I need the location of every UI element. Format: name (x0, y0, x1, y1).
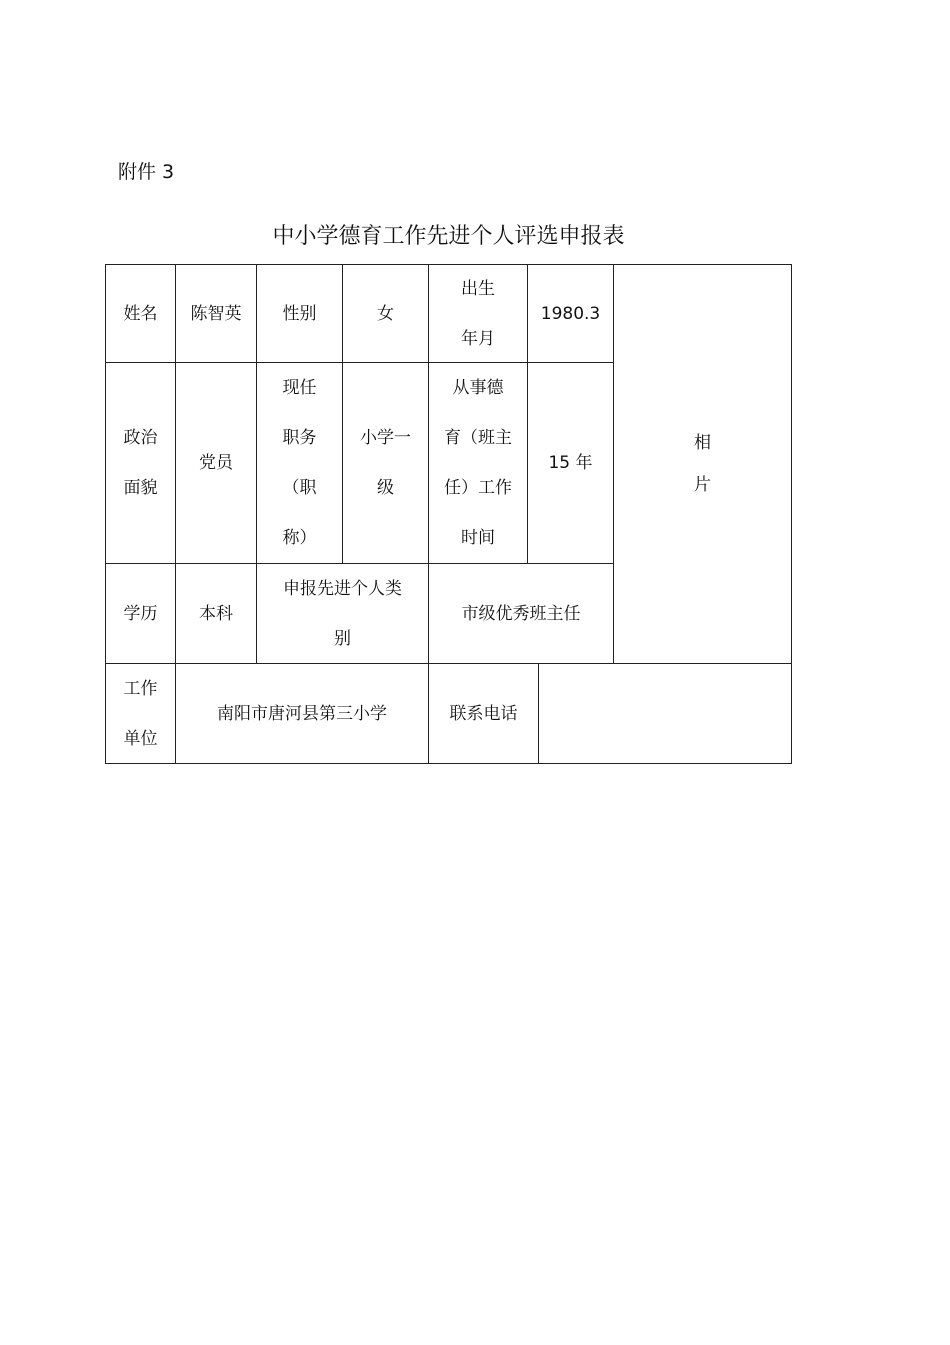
position-label-line1: 现任 (282, 378, 317, 398)
birth-label-line1: 出生 (461, 278, 495, 299)
workplace-label-cell (106, 664, 175, 763)
workplace-value-cell (176, 664, 428, 763)
position-label-line3: （职 (282, 478, 317, 498)
position-label-cell (257, 363, 342, 563)
education-value-cell (176, 564, 256, 663)
position-value-line1: 小学一 (360, 428, 411, 448)
attachment-label: 附件 3 (118, 161, 175, 183)
name-value-cell (176, 265, 256, 362)
phone-value-cell (539, 664, 791, 763)
category-value-cell (429, 564, 613, 663)
phone-label-cell (429, 664, 538, 763)
years-value: 15 年 (548, 453, 593, 473)
photo-label-line2: 片 (694, 475, 711, 495)
years-label-line3: 任）工作 (444, 478, 512, 498)
phone-label: 联系电话 (449, 703, 518, 724)
category-label-line2: 别 (334, 628, 351, 649)
birth-label-cell (429, 265, 527, 362)
position-value-line2: 级 (377, 478, 394, 498)
form-title: 中小学德育工作先进个人评选申报表 (272, 224, 625, 249)
photo-cell (614, 265, 791, 663)
political-label-line2: 面貌 (123, 478, 158, 498)
birth-value-cell (528, 265, 613, 362)
workplace-label-line2: 单位 (123, 728, 158, 749)
workplace-value: 南阳市唐河县第三小学 (217, 703, 387, 724)
education-value: 本科 (199, 603, 233, 624)
political-value-cell (176, 363, 256, 563)
gender-value: 女 (377, 303, 394, 324)
birth-label-line2: 年月 (461, 328, 495, 349)
political-label-cell (106, 363, 175, 563)
years-label-line2: 育（班主 (444, 428, 512, 448)
gender-label-cell (257, 265, 342, 362)
category-label-line1: 申报先进个人类 (283, 578, 402, 599)
name-label: 姓名 (123, 303, 158, 324)
gender-label: 性别 (282, 303, 317, 324)
education-label-cell (106, 564, 175, 663)
name-label-cell (106, 265, 175, 362)
years-label-line1: 从事德 (452, 378, 504, 398)
position-label-line2: 职务 (282, 428, 317, 448)
name-value: 陈智英 (190, 303, 242, 324)
birth-value: 1980.3 (540, 303, 601, 324)
category-label-cell (257, 564, 428, 663)
table-border-bottom (105, 763, 792, 764)
gender-value-cell (343, 265, 428, 362)
category-value: 市级优秀班主任 (461, 603, 581, 624)
position-label-line4: 称） (282, 528, 317, 548)
political-value: 党员 (199, 453, 233, 473)
political-label-line1: 政治 (123, 428, 158, 448)
position-value-cell (343, 363, 428, 563)
years-value-cell (528, 363, 613, 563)
years-label-cell (429, 363, 527, 563)
workplace-label-line1: 工作 (123, 678, 158, 699)
education-label: 学历 (123, 603, 158, 624)
years-label-line4: 时间 (461, 528, 495, 548)
table-border-right (791, 264, 792, 764)
photo-label-line1: 相 (694, 433, 711, 453)
